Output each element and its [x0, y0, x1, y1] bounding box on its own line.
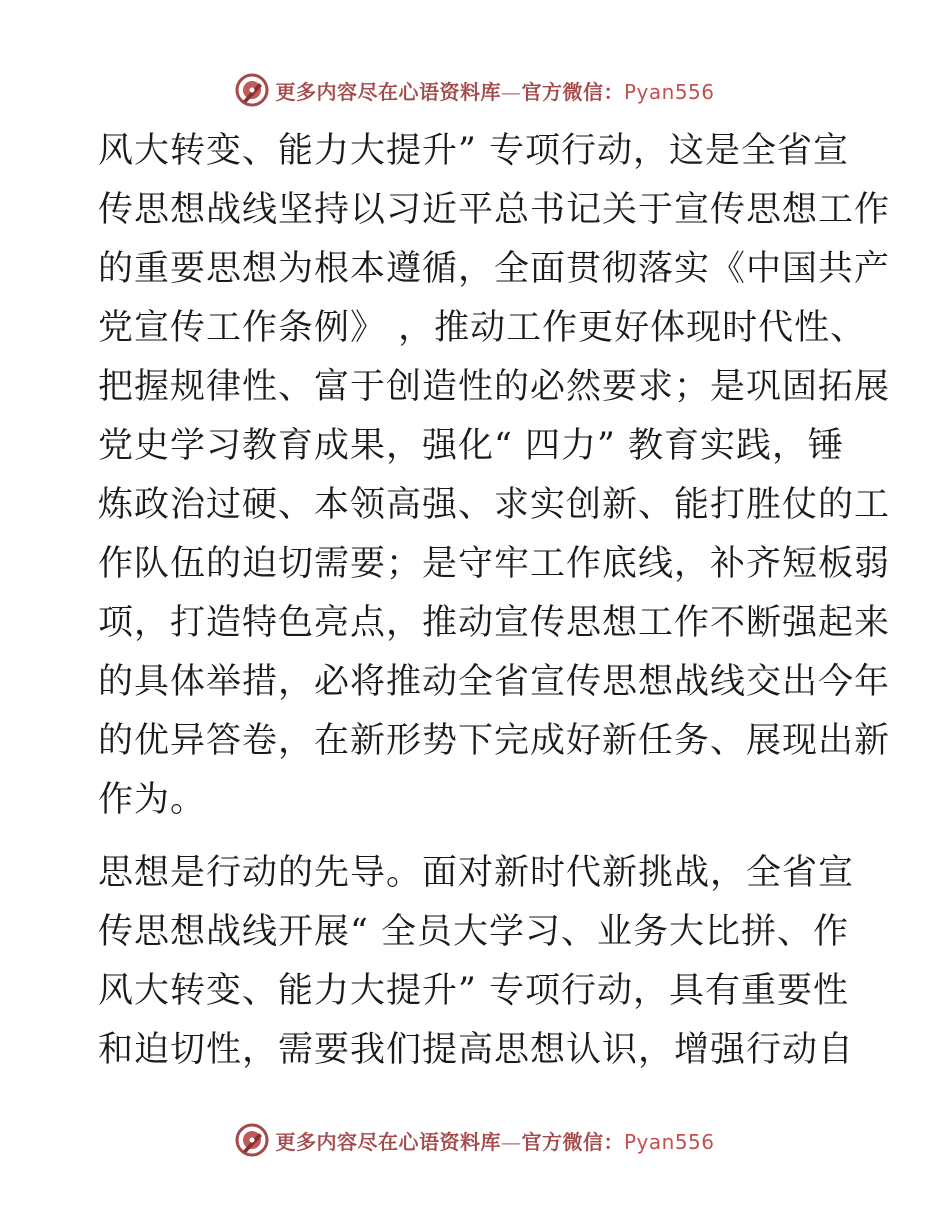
watermark-text: [275, 76, 714, 105]
text-line: 作为。: [98, 780, 207, 820]
text-line: 党史学习教育成果，强化“ 四力” 教育实践，锤: [98, 426, 845, 466]
watermark-main: 更多内容尽在心语资料库: [275, 79, 501, 104]
watermark-separator: —: [500, 1129, 522, 1154]
text-line: 的重要思想为根本遵循，全面贯彻落实《中国共产: [98, 249, 891, 289]
watermark-text: [275, 1126, 714, 1155]
body-paragraph: [98, 122, 891, 830]
text-line: 和迫切性，需要我们提高思想认识，增强行动自: [98, 1030, 855, 1070]
header-watermark: [0, 72, 950, 108]
text-line: 的优异答卷，在新形势下完成好新任务、展现出新: [98, 721, 891, 761]
text-line: 传思想战线坚持以习近平总书记关于宣传思想工作: [98, 190, 891, 230]
watermark-id: Pyan556: [623, 1129, 715, 1154]
text-line: 把握规律性、富于创造性的必然要求；是巩固拓展: [98, 367, 891, 407]
text-line: 炼政治过硬、本领高强、求实创新、能打胜仗的工: [98, 485, 891, 525]
pen-logo-icon: [235, 1123, 269, 1157]
watermark-main: 更多内容尽在心语资料库: [275, 1129, 501, 1154]
text-line: 的具体举措，必将推动全省宣传思想战线交出今年: [98, 662, 891, 702]
pen-logo-icon: [235, 73, 269, 107]
text-line: 风大转变、能力大提升” 专项行动，这是全省宣: [98, 131, 850, 171]
document-body: [98, 122, 891, 1080]
watermark-id: Pyan556: [623, 79, 715, 104]
text-line: 传思想战线开展“ 全员大学习、业务大比拼、作: [98, 912, 850, 952]
watermark-separator: —: [500, 79, 522, 104]
text-line: 作队伍的迫切需要；是守牢工作底线，补齐短板弱: [98, 544, 891, 584]
footer-watermark: [0, 1122, 950, 1158]
watermark-label: 官方微信：: [521, 79, 624, 104]
text-line: 思想是行动的先导。面对新时代新挑战，全省宣: [98, 853, 855, 893]
text-line: 风大转变、能力大提升” 专项行动，具有重要性: [98, 971, 850, 1011]
body-paragraph: [98, 844, 858, 1080]
text-line: 党宣传工作条例》 ，推动工作更好体现时代性、: [98, 308, 867, 348]
text-line: 项，打造特色亮点，推动宣传思想工作不断强起来: [98, 603, 891, 643]
watermark-label: 官方微信：: [521, 1129, 624, 1154]
